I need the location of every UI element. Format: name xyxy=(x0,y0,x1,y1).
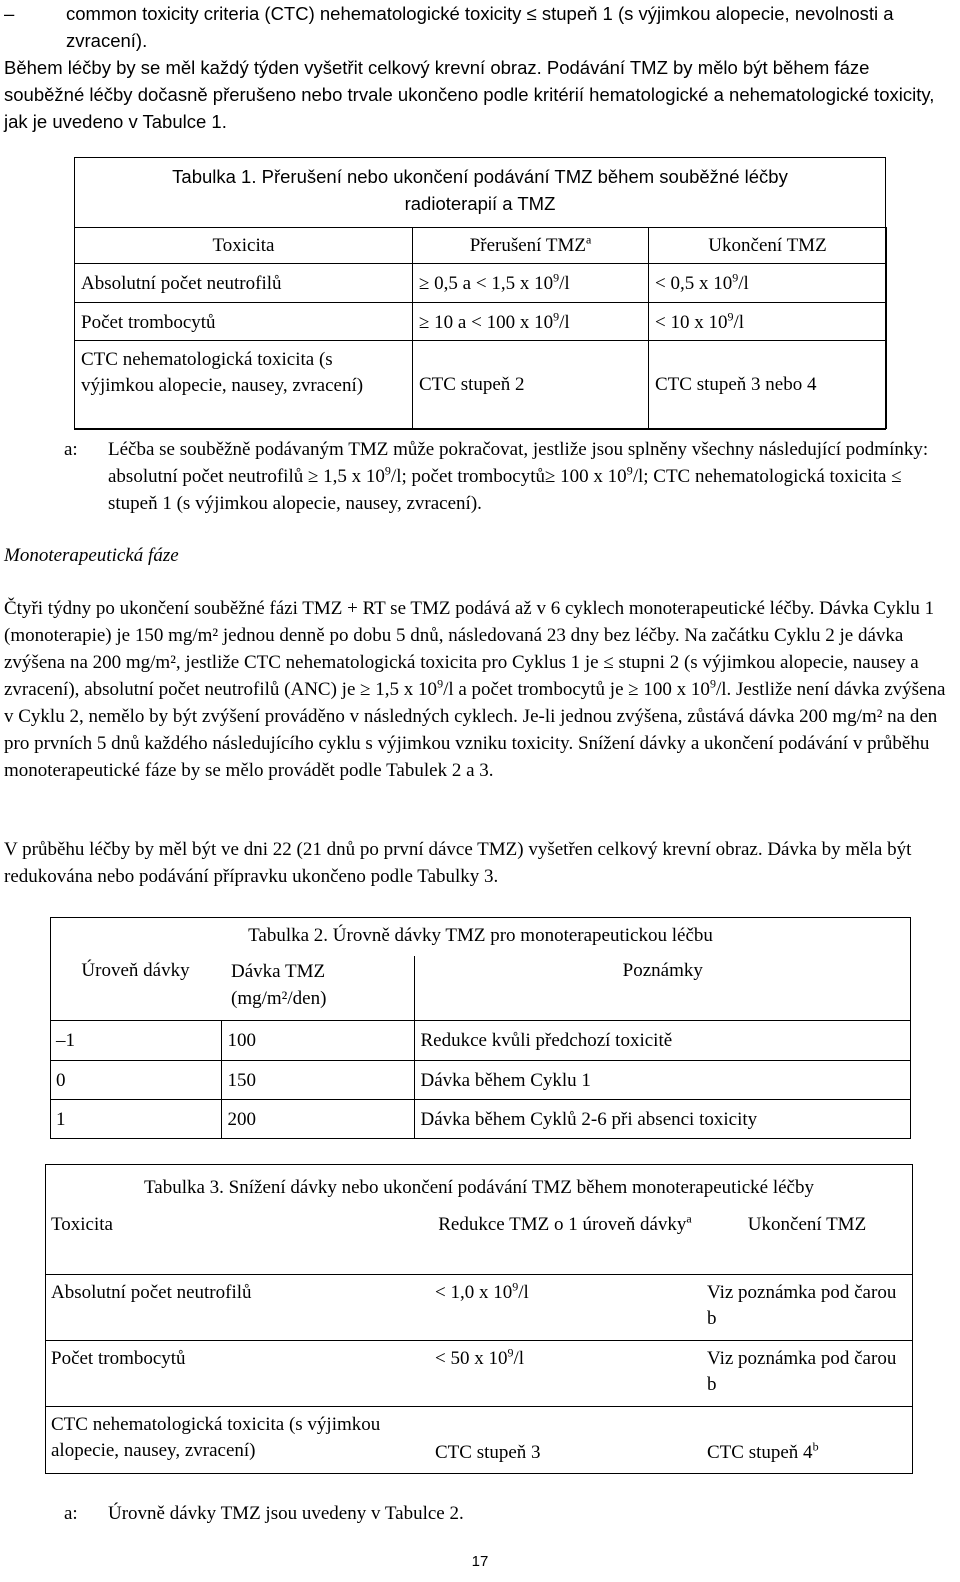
table3-r1-c3: Viz poznámka pod čarou b xyxy=(701,1274,913,1340)
bullet-text: common toxicity criteria (CTC) nehematologické toxicity ≤ stupeň 1 (s výjimkou alopecie, nevolnosti a zvracení). xyxy=(66,3,894,51)
table1-r2-c2: ≥ 10 a < 100 x $10^9/l$ xyxy=(413,303,649,341)
table3-r3-c1: CTC nehematologická toxicita (s výjimkou alopecie, nausey, zvracení) xyxy=(45,1406,429,1472)
table2-r2-c2: 150 xyxy=(221,1060,414,1099)
table1-r1-c3: < 0,5 x $10^9/l$ xyxy=(649,264,887,303)
footnote-mark: a: xyxy=(64,439,78,460)
table1-caption-line1: Tabulka 1. Přerušení nebo ukončení podávání TMZ během souběžné léčby xyxy=(172,166,788,187)
table2-r3-c3: Dávka během Cyklů 2-6 při absenci toxicity xyxy=(414,1099,911,1139)
intro-bullet xyxy=(4,0,954,54)
footnote-text: Léčba se souběžně podávaným TMZ může pokračovat, jestliže jsou splněny všechny následující podmínky: absolutní počet neutrofilů ≥ 1,5 x $10^9/l$; počet trombocytů≥ 100 x $10^9/l$; CTC nehematologická toxicita ≤ stupeň 1 (s výjimkou alopecie, nausey, zvracení). xyxy=(108,439,929,514)
table3 xyxy=(45,1210,913,1472)
table2-header-level: Úroveň dávky xyxy=(50,956,221,1020)
table1-r2-c1: Počet trombocytů xyxy=(75,303,413,341)
mono-paragraph-1: Čtyři týdny po ukončení souběžné fázi TMZ + RT se TMZ podává až v 6 cyklech monoterapeutické léčby. Dávka Cyklu 1 (monoterapie) je 150 mg/m² jednou denně po dobu 5 dnů, následovaná 23 dny bez léčby. Na začátku Cyklu 2 je dávka zvýšena na 200 mg/m², jestliže CTC nehematologická toxicita pro Cyklus 1 je ≤ stupni 2 (s výjimkou alopecie, nausey a zvracení), absolutní počet neutrofilů (ANC) je ≥ 1,5 x $10^9/l$ a počet trombocytů je ≥ 100 x $10^9/l$. Jestliže není dávka zvýšena v Cyklu 2, nemělo by být zvýšení prováděno v následných cyklech. Je-li jednou zvýšena, zůstává dávka 200 mg/m² na den pro prvních 5 dnů každého následujícího cyklu s výjimkou vzniku toxicity. Snížení dávky a ukončení podávání v průběhu monoterapeutické fáze by se mělo provádět podle Tabulek 2 a 3. xyxy=(4,598,946,781)
table3-r3-c3: CTC stupeň 4$^b$ xyxy=(701,1406,913,1472)
table1-footnote xyxy=(64,436,944,517)
page-number: 17 xyxy=(471,1553,489,1570)
table3-r2-c1: Počet trombocytů xyxy=(45,1340,429,1406)
table-row xyxy=(75,264,887,303)
table1-r3-c3: CTC stupeň 3 nebo 4 xyxy=(649,341,887,429)
table2-r3-c2: 200 xyxy=(221,1099,414,1139)
table3-footnote xyxy=(64,1500,924,1527)
table3-r1-c1: Absolutní počet neutrofilů xyxy=(45,1274,429,1340)
table1-r2-c3: < 10 x $10^9/l$ xyxy=(649,303,887,341)
table3-header-row xyxy=(45,1210,913,1274)
footnote-text: Úrovně dávky TMZ jsou uvedeny v Tabulce 2. xyxy=(108,1503,464,1524)
table2-header-row xyxy=(50,956,911,1020)
table2-header-dose: Dávka TMZ (mg/m²/den) xyxy=(221,956,414,1020)
table2-header-notes: Poznámky xyxy=(414,956,911,1020)
section-heading: Monoterapeutická fáze xyxy=(4,545,179,566)
table3-r2-c2: < 50 x $10^9/l$ xyxy=(429,1340,701,1406)
table2-r2-c3: Dávka během Cyklu 1 xyxy=(414,1060,911,1099)
table-row xyxy=(50,1020,911,1060)
table2-caption: Tabulka 2. Úrovně dávky TMZ pro monoterapeutickou léčbu xyxy=(248,925,713,946)
intro-paragraph: Během léčby by se měl každý týden vyšetřit celkový krevní obraz. Podávání TMZ by mělo být během fáze souběžné léčby dočasně přerušeno nebo trvale ukončeno podle kritérií hematologické a nehematologické toxicity, jak je uvedeno v Tabulce 1. xyxy=(4,57,935,132)
table1-caption xyxy=(74,163,886,217)
table3-header-reduction: Redukce TMZ o 1 úroveň dávky$^a$ xyxy=(429,1210,701,1274)
table1-r1-c1: Absolutní počet neutrofilů xyxy=(75,264,413,303)
mono-paragraph-2: V průběhu léčby by měl být ve dni 22 (21 dnů po první dávce TMZ) vyšetřen celkový krevní obraz. Dávka by měla být redukována nebo podávání přípravku ukončeno podle Tabulky 3. xyxy=(4,839,912,887)
table1-header-termination: Ukončení TMZ xyxy=(649,228,887,264)
table1-caption-line2: radioterapií a TMZ xyxy=(404,193,556,214)
bullet-dash: – xyxy=(4,3,15,24)
table2-r2-c1: 0 xyxy=(50,1060,221,1099)
table3-r3-c2: CTC stupeň 3 xyxy=(429,1406,701,1472)
table1 xyxy=(74,227,887,429)
table3-header-toxicity: Toxicita xyxy=(45,1210,429,1274)
table2-r1-c2: 100 xyxy=(221,1020,414,1060)
table3-r2-c3: Viz poznámka pod čarou b xyxy=(701,1340,913,1406)
table-row xyxy=(75,303,887,341)
table1-header-interruption: Přerušení TMZ$^a$ xyxy=(413,228,649,264)
table-row xyxy=(45,1340,913,1406)
table1-header-row xyxy=(75,228,887,264)
table-row xyxy=(75,341,887,429)
table-row xyxy=(50,1060,911,1099)
table1-header-toxicity: Toxicita xyxy=(75,228,413,264)
table1-r3-c2: CTC stupeň 2 xyxy=(413,341,649,429)
table1-r1-c2: ≥ 0,5 a < 1,5 x $10^9/l$ xyxy=(413,264,649,303)
table2-r1-c1: –1 xyxy=(50,1020,221,1060)
table2-r1-c3: Redukce kvůli předchozí toxicitě xyxy=(414,1020,911,1060)
footnote-mark: a: xyxy=(64,1503,78,1524)
table3-caption: Tabulka 3. Snížení dávky nebo ukončení podávání TMZ během monoterapeutické léčby xyxy=(144,1177,814,1198)
table-row xyxy=(45,1406,913,1472)
table3-header-termination: Ukončení TMZ xyxy=(701,1210,913,1274)
table2 xyxy=(50,956,911,1139)
table-row xyxy=(45,1274,913,1340)
table-row xyxy=(50,1099,911,1139)
table3-r1-c2: < 1,0 x $10^9/l$ xyxy=(429,1274,701,1340)
table2-r3-c1: 1 xyxy=(50,1099,221,1139)
table1-r3-c1: CTC nehematologická toxicita (s výjimkou alopecie, nausey, zvracení) xyxy=(75,341,413,429)
